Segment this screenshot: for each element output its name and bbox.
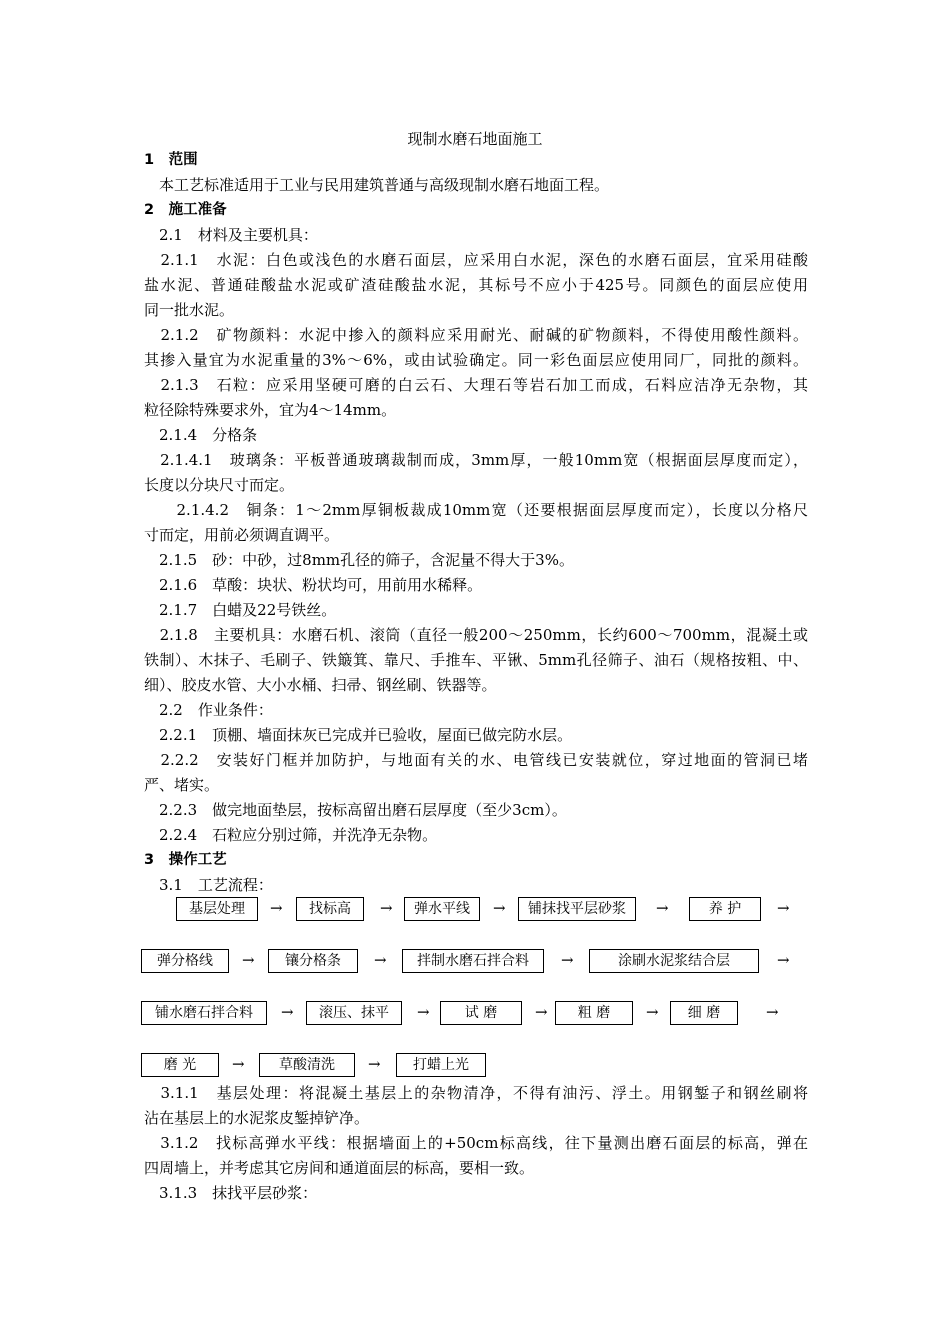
paragraph-line: 铁制）、木抹子、毛刷子、铁簸箕、靠尺、手推车、平锹、5mm孔径筛子、油石（规格按粗、中、 bbox=[144, 651, 808, 669]
flow-step: 打蜡上光 bbox=[396, 1053, 486, 1077]
paragraph-line: 2.1 材料及主要机具： bbox=[144, 226, 318, 244]
paragraph-line: 严、堵实。 bbox=[144, 776, 220, 794]
flow-step: 铺抹找平层砂浆 bbox=[518, 897, 636, 921]
flow-step: 滚压、抹平 bbox=[306, 1001, 402, 1025]
paragraph-line: 盐水泥、普通硅酸盐水泥或矿渣硅酸盐水泥，其标号不应小于425号。同颜色的面层应使用 bbox=[144, 276, 808, 294]
flow-arrow: → bbox=[374, 951, 387, 969]
flow-step: 草酸清洗 bbox=[259, 1053, 355, 1077]
paragraph-line: 2.1.2 矿物颜料：水泥中掺入的颜料应采用耐光、耐碱的矿物颜料，不得使用酸性颜料。 bbox=[144, 326, 808, 344]
flow-step: 养 护 bbox=[689, 897, 761, 921]
paragraph-line: 2.1.6 草酸：块状、粉状均可，用前用水稀释。 bbox=[144, 576, 483, 594]
flow-step: 基层处理 bbox=[176, 897, 258, 921]
paragraph-line: 2.2.3 做完地面垫层，按标高留出磨石层厚度（至少3cm）。 bbox=[144, 801, 567, 819]
flow-arrow: → bbox=[646, 1003, 659, 1021]
flow-arrow: → bbox=[493, 899, 506, 917]
flow-arrow: → bbox=[380, 899, 393, 917]
flow-arrow: → bbox=[561, 951, 574, 969]
paragraph-line: 3.1.3 抹找平层砂浆： bbox=[144, 1184, 318, 1202]
flow-step: 粗 磨 bbox=[555, 1001, 633, 1025]
flow-step: 试 磨 bbox=[440, 1001, 522, 1025]
section-heading: 1 范围 bbox=[144, 152, 198, 168]
paragraph-line: 2.1.7 白蜡及22号铁丝。 bbox=[144, 601, 337, 619]
section-heading: 2 施工准备 bbox=[144, 202, 227, 218]
flow-arrow: → bbox=[535, 1003, 548, 1021]
paragraph-line: 3.1 工艺流程： bbox=[144, 876, 273, 894]
paragraph-line: 2.1.1 水泥：白色或浅色的水磨石面层，应采用白水泥，深色的水磨石面层，宜采用硅酸 bbox=[144, 251, 808, 269]
paragraph-line: 2.2.4 石粒应分别过筛，并洗净无杂物。 bbox=[144, 826, 438, 844]
flow-step: 弹分格线 bbox=[141, 949, 229, 973]
flow-arrow: → bbox=[368, 1055, 381, 1073]
flow-step: 铺水磨石拌合料 bbox=[141, 1001, 267, 1025]
paragraph-line: 2.2.1 顶棚、墙面抹灰已完成并已验收，屋面已做完防水层。 bbox=[144, 726, 573, 744]
paragraph-line: 2.1.5 砂：中砂，过8mm孔径的筛子，含泥量不得大于3%。 bbox=[144, 551, 574, 569]
section-heading: 3 操作工艺 bbox=[144, 852, 227, 868]
flow-arrow: → bbox=[656, 899, 669, 917]
paragraph-line: 2.1.4 分格条 bbox=[144, 426, 258, 444]
paragraph-line: 2.1.3 石粒：应采用坚硬可磨的白云石、大理石等岩石加工而成，石料应洁净无杂物，其 bbox=[144, 376, 808, 394]
paragraph-line: 沾在基层上的水泥浆皮錾掉铲净。 bbox=[144, 1109, 370, 1127]
flow-arrow: → bbox=[232, 1055, 245, 1073]
paragraph-line: 寸而定，用前必须调直调平。 bbox=[144, 526, 340, 544]
paragraph-line: 2.1.4.2 铜条：1～2mm厚铜板裁成10mm宽（还要根据面层厚度而定），长度以分格尺 bbox=[144, 501, 808, 519]
document-title: 现制水磨石地面施工 bbox=[407, 130, 543, 148]
flow-arrow: → bbox=[281, 1003, 294, 1021]
paragraph-line: 同一批水泥。 bbox=[144, 301, 235, 319]
flow-arrow: → bbox=[417, 1003, 430, 1021]
flow-step: 磨 光 bbox=[141, 1053, 219, 1077]
paragraph-line: 2.1.4.1 玻璃条：平板普通玻璃裁制而成，3mm厚，一般10mm宽（根据面层厚度而定）， bbox=[144, 451, 808, 469]
flow-step: 拌制水磨石拌合料 bbox=[402, 949, 544, 973]
flow-arrow: → bbox=[270, 899, 283, 917]
flow-step: 镶分格条 bbox=[268, 949, 358, 973]
flow-step: 细 磨 bbox=[670, 1001, 738, 1025]
flow-arrow: → bbox=[777, 899, 790, 917]
paragraph-line: 长度以分块尺寸而定。 bbox=[144, 476, 295, 494]
flow-arrow: → bbox=[766, 1003, 779, 1021]
paragraph-line: 粒径除特殊要求外，宜为4～14mm。 bbox=[144, 401, 397, 419]
paragraph-line: 2.1.8 主要机具：水磨石机、滚筒（直径一般200～250mm，长约600～700mm，混凝土或 bbox=[144, 626, 808, 644]
flow-arrow: → bbox=[242, 951, 255, 969]
flow-step: 涂刷水泥浆结合层 bbox=[589, 949, 759, 973]
flow-step: 弹水平线 bbox=[404, 897, 480, 921]
paragraph-line: 2.2 作业条件： bbox=[144, 701, 273, 719]
paragraph-line: 细）、胶皮水管、大小水桶、扫帚、钢丝刷、铁器等。 bbox=[144, 676, 497, 694]
flow-arrow: → bbox=[777, 951, 790, 969]
paragraph-line: 四周墙上，并考虑其它房间和通道面层的标高，要相一致。 bbox=[144, 1159, 535, 1177]
paragraph-line: 其掺入量宜为水泥重量的3%～6%，或由试验确定。同一彩色面层应使用同厂，同批的颜料。 bbox=[144, 351, 808, 369]
paragraph-line: 本工艺标准适用于工业与民用建筑普通与高级现制水磨石地面工程。 bbox=[144, 176, 610, 194]
flow-step: 找标高 bbox=[296, 897, 364, 921]
paragraph-line: 3.1.2 找标高弹水平线：根据墙面上的+50cm标高线，往下量测出磨石面层的标高，弹在 bbox=[144, 1134, 808, 1152]
paragraph-line: 3.1.1 基层处理：将混凝土基层上的杂物清净，不得有油污、浮土。用钢錾子和钢丝刷将 bbox=[144, 1084, 808, 1102]
paragraph-line: 2.2.2 安装好门框并加防护，与地面有关的水、电管线已安装就位，穿过地面的管洞已堵 bbox=[144, 751, 808, 769]
